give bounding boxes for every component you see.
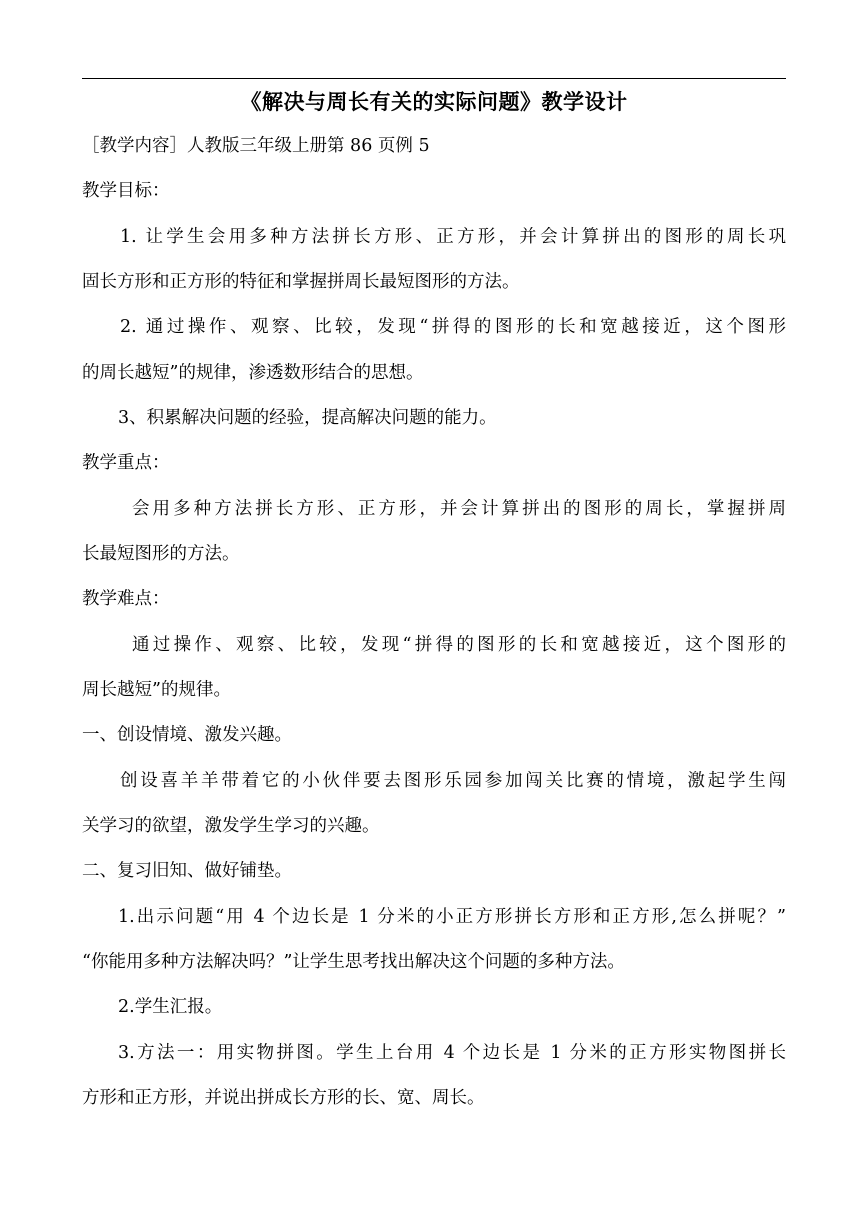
part-2-item-3-line-2: 方形和正方形，并说出拼成长方形的长、宽、周长。 (82, 1088, 485, 1108)
difficulties-line-1: 通过操作、观察、比较，发现“拼得的图形的长和宽越接近，这个图形的 (132, 635, 786, 655)
document-title: 《解决与周长有关的实际问题》教学设计 (240, 89, 628, 114)
part-1-line-2: 关学习的欲望，激发学生学习的兴趣。 (82, 816, 380, 836)
part-2-item-2-line: 2.学生汇报。 (118, 997, 223, 1017)
section-heading-part-1: 一、创设情境、激发兴趣。 (82, 725, 292, 745)
part-2-item-3-line-1: 3.方法一：用实物拼图。学生上台用 4 个边长是 1 分米的正方形实物图拼长 (118, 1043, 786, 1063)
objective-1-line-2: 固长方形和正方形的特征和掌握拼周长最短图形的方法。 (82, 272, 520, 292)
section-heading-objectives: 教学目标： (82, 181, 170, 201)
teaching-content-line: ［教学内容］人教版三年级上册第 86 页例 5 (82, 136, 430, 156)
objective-3-line: 3、积累解决问题的经验，提高解决问题的能力。 (118, 408, 497, 428)
part-1-line-1: 创设喜羊羊带着它的小伙伴要去图形乐园参加闯关比赛的情境，激起学生闯 (120, 771, 786, 791)
section-heading-difficulties: 教学难点： (82, 589, 170, 609)
part-2-item-1-line-1: 1.出示问题“用 4 个边长是 1 分米的小正方形拼长方形和正方形,怎么拼呢？” (118, 907, 786, 927)
objective-1-line-1: 1. 让学生会用多种方法拼长方形、正方形，并会计算拼出的图形的周长巩 (120, 227, 786, 247)
part-2-item-1-line-2: “你能用多种方法解决吗？”让学生思考找出解决这个问题的多种方法。 (82, 952, 625, 972)
section-heading-part-2: 二、复习旧知、做好铺垫。 (82, 861, 292, 881)
difficulties-line-2: 周长越短”的规律。 (82, 680, 231, 700)
header-rule (82, 78, 786, 79)
key-points-line-2: 长最短图形的方法。 (82, 544, 240, 564)
objective-2-line-1: 2. 通过操作、观察、比较，发现“拼得的图形的长和宽越接近，这个图形 (120, 317, 786, 337)
key-points-line-1: 会用多种方法拼长方形、正方形，并会计算拼出的图形的周长，掌握拼周 (132, 499, 786, 519)
objective-2-line-2: 的周长越短”的规律，渗透数形结合的思想。 (82, 363, 424, 383)
section-heading-key-points: 教学重点： (82, 453, 170, 473)
